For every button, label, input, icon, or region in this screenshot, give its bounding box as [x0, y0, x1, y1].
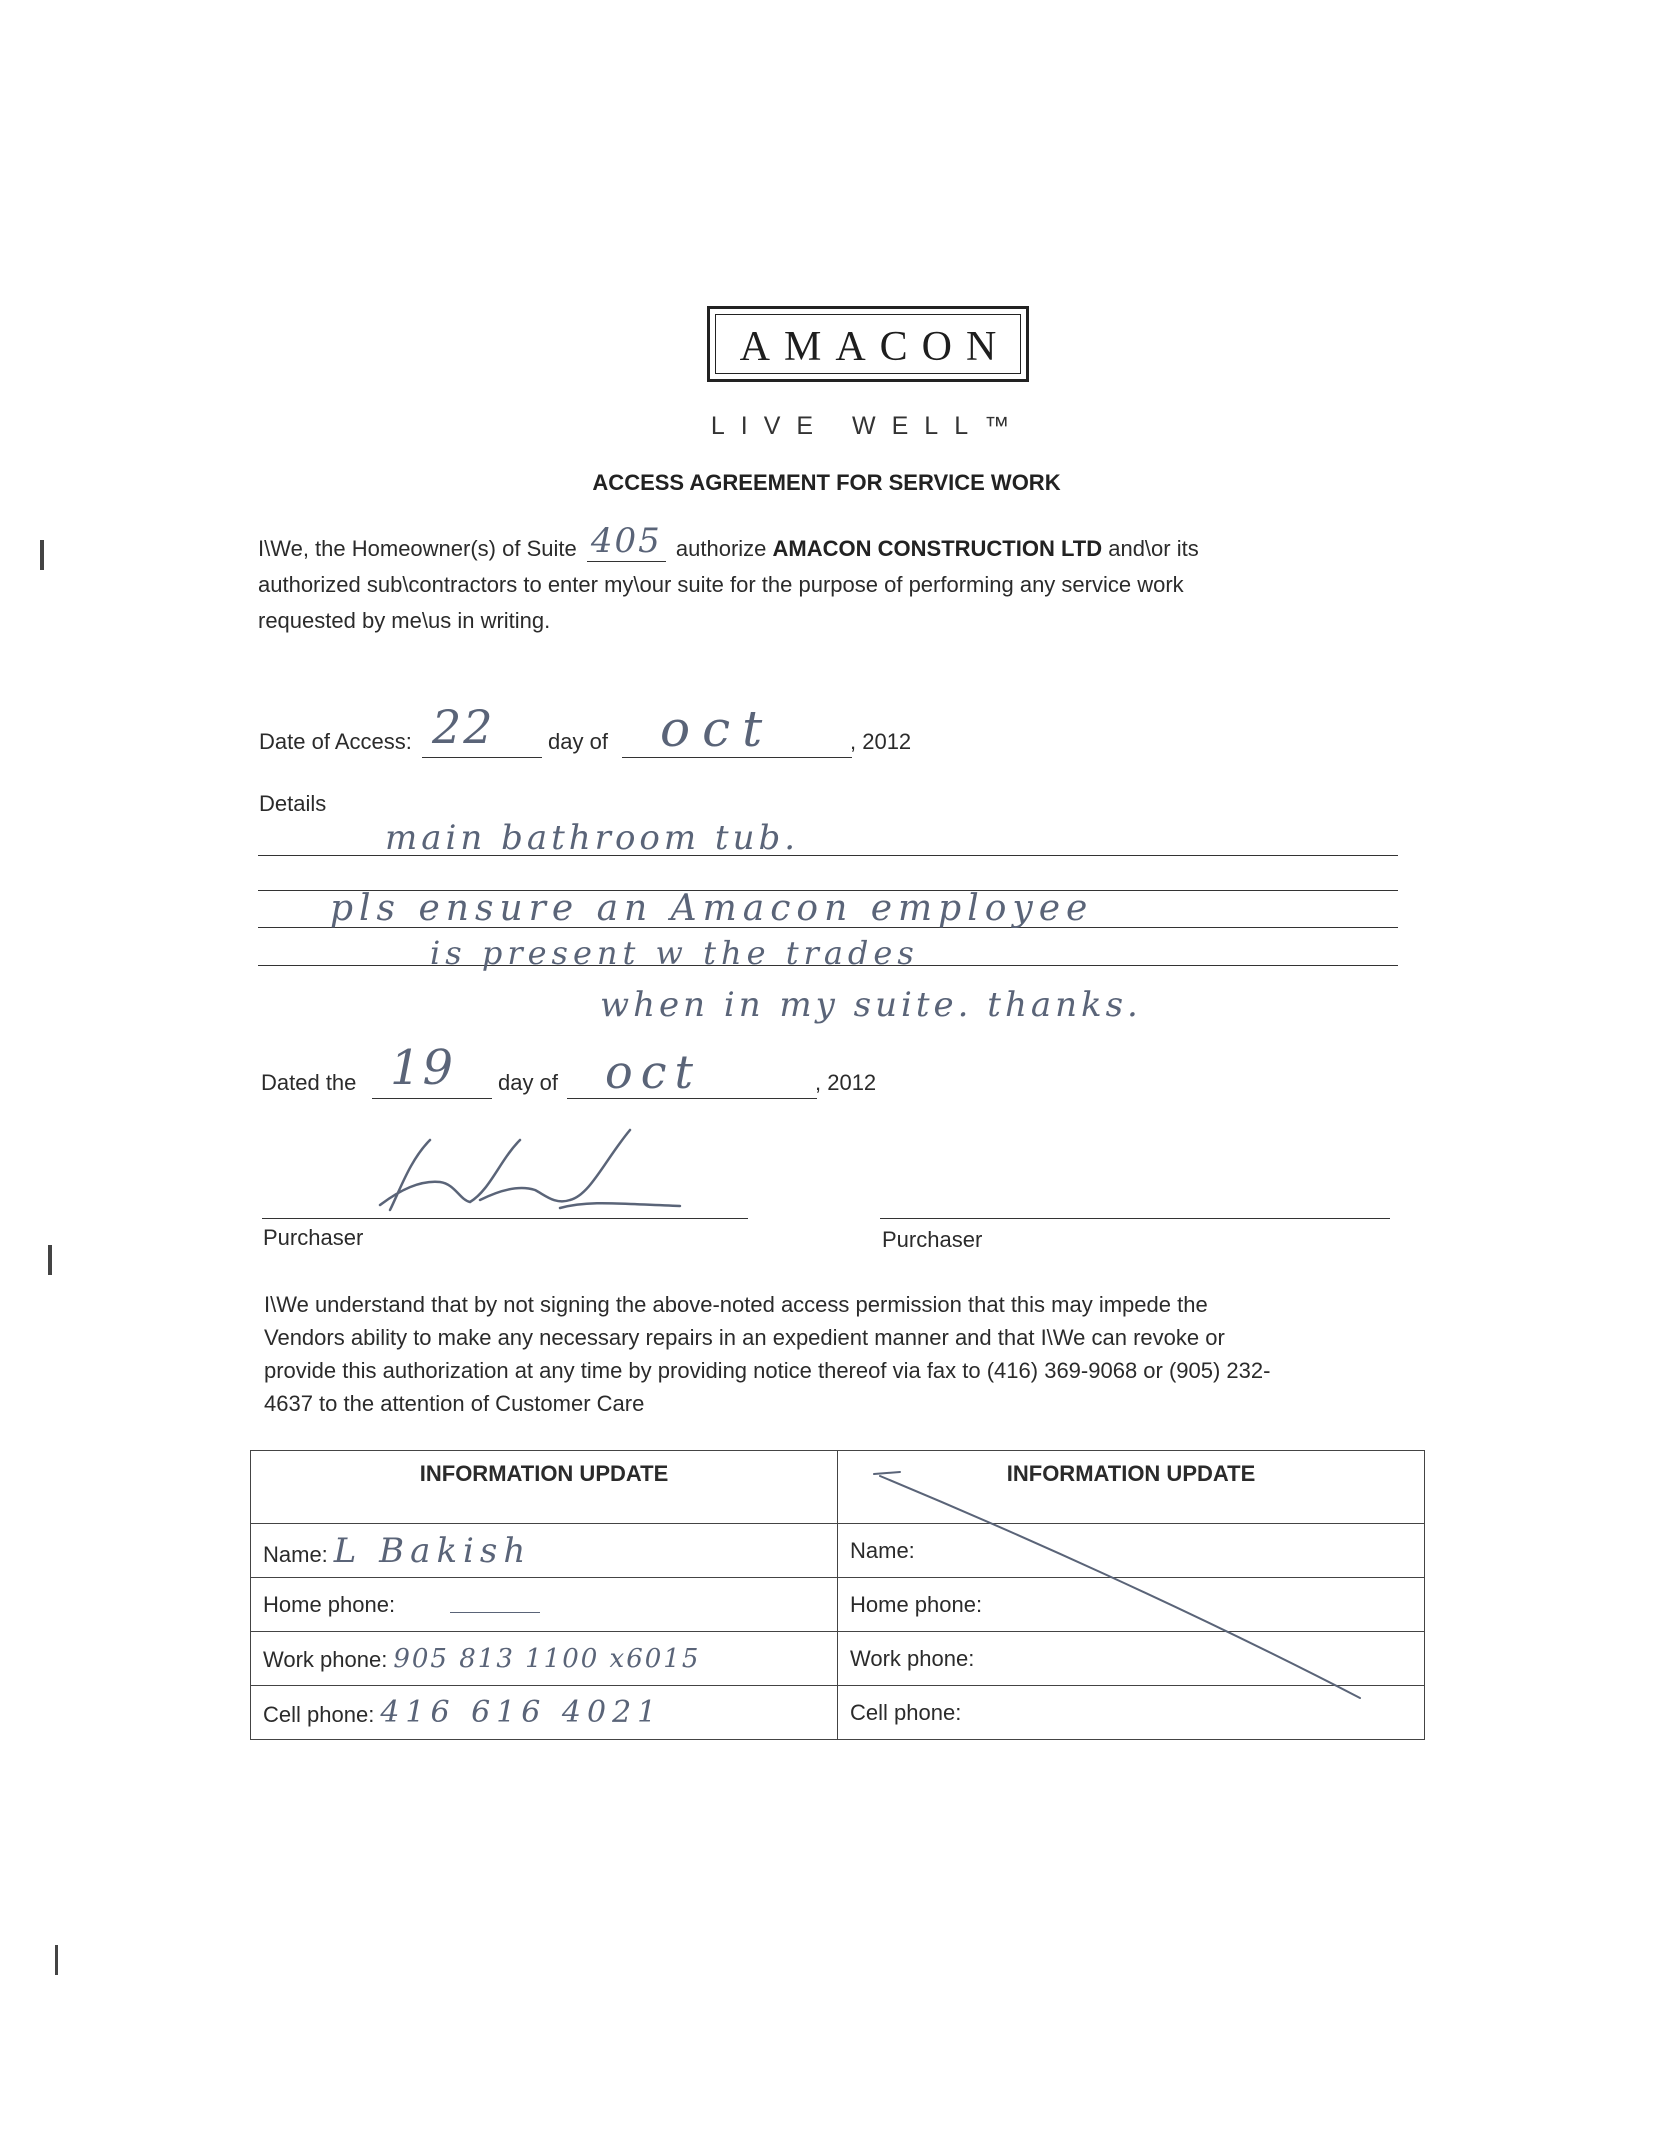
details-handwritten-line: is present w the trades: [430, 934, 919, 972]
purchaser-1-signature-line: [262, 1218, 748, 1219]
scan-margin-mark: [40, 540, 44, 570]
notice-line: provide this authorization at any time by providing notice thereof via fax to (416) 369-9068 or (905) 232-: [264, 1358, 1271, 1383]
dated-day-handwritten: 19: [390, 1040, 456, 1096]
intro-paragraph: [258, 521, 1418, 639]
company-name: AMACON CONSTRUCTION LTD: [772, 536, 1103, 561]
name-label: Name:: [263, 1541, 328, 1567]
scan-margin-mark: [55, 1945, 58, 1975]
details-label: Details: [259, 791, 327, 816]
home-phone-cell-left: [251, 1578, 838, 1632]
purchaser-2-label: Purchaser: [882, 1227, 983, 1252]
work-phone-value-handwritten: 905 813 1100 x6015: [393, 1643, 701, 1674]
notice-paragraph: [264, 1288, 1424, 1420]
work-phone-label: Work phone:: [850, 1645, 975, 1671]
scan-margin-mark: [48, 1245, 52, 1275]
purchaser-1-label: Purchaser: [263, 1225, 364, 1250]
notice-line: Vendors ability to make any necessary repairs in an expedient manner and that I\We can revoke or: [264, 1325, 1225, 1350]
home-phone-dash: [450, 1612, 540, 1613]
home-phone-label: Home phone:: [850, 1591, 983, 1617]
intro-text: I\We, the Homeowner(s) of Suite: [258, 536, 577, 561]
name-value-handwritten: L Bakish: [333, 1530, 532, 1571]
info-update-header-left: INFORMATION UPDATE: [251, 1451, 838, 1524]
details-handwritten-line: pls ensure an Amacon employee: [330, 888, 1094, 929]
intro-line-3: requested by me\us in writing.: [258, 608, 551, 633]
purchaser-2-signature-line: [880, 1218, 1390, 1219]
access-year: , 2012: [850, 729, 912, 754]
access-day-of-label: day of: [548, 729, 608, 754]
cell-phone-label: Cell phone:: [263, 1702, 375, 1727]
intro-line-1: [258, 521, 1418, 567]
name-cell-left: [251, 1524, 838, 1578]
cell-phone-cell-left: [251, 1686, 838, 1740]
access-day-handwritten: 22: [432, 700, 495, 754]
name-label: Name:: [850, 1537, 915, 1563]
intro-text: and\or its: [1108, 536, 1199, 561]
dated-day-line: [372, 1098, 492, 1099]
date-of-access-label: Date of Access:: [259, 729, 412, 754]
info-update-header-right: INFORMATION UPDATE: [838, 1451, 1425, 1524]
document-title: ACCESS AGREEMENT FOR SERVICE WORK: [592, 470, 1061, 495]
suite-number-handwritten: 405: [587, 521, 666, 562]
dated-year: , 2012: [815, 1070, 877, 1095]
work-phone-label: Work phone:: [263, 1646, 388, 1672]
dated-day-of-label: day of: [498, 1070, 558, 1095]
details-handwritten-line: main bathroom tub.: [385, 818, 800, 858]
purchaser-signature: [360, 1120, 720, 1220]
details-handwritten-line: when in my suite. thanks.: [600, 985, 1142, 1025]
logo-wordmark: AMACON: [739, 324, 1011, 370]
notice-line: 4637 to the attention of Customer Care: [264, 1391, 645, 1416]
intro-line-2: authorized sub\contractors to enter my\our suite for the purpose of performing any service work: [258, 572, 1184, 597]
access-month-handwritten: oct: [660, 700, 775, 758]
cell-phone-value-handwritten: 416 616 4021: [380, 1695, 663, 1730]
access-day-line: [422, 757, 542, 758]
amacon-logo: [707, 306, 1029, 382]
cell-phone-label: Cell phone:: [850, 1699, 962, 1725]
home-phone-label: Home phone:: [263, 1591, 396, 1617]
logo-tagline: LIVE WELL™: [710, 412, 1026, 440]
work-phone-cell-left: [251, 1632, 838, 1686]
intro-text: authorize: [675, 536, 767, 561]
notice-line: I\We understand that by not signing the above-noted access permission that this may impede the: [264, 1292, 1208, 1317]
dated-the-label: Dated the: [261, 1070, 357, 1095]
dated-month-handwritten: oct: [605, 1045, 701, 1099]
right-column-strike-line: [860, 1460, 1380, 1720]
